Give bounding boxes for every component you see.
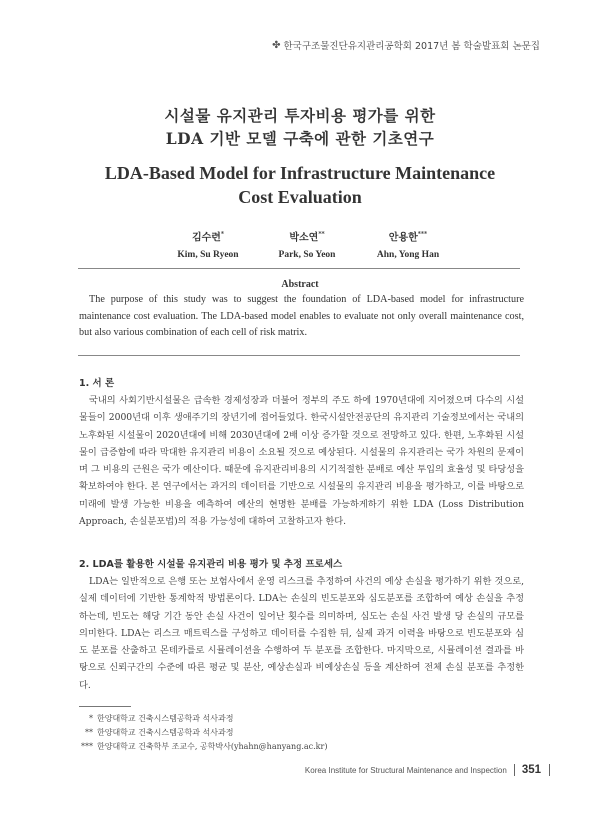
abstract-top-rule — [78, 268, 520, 269]
author-2 — [252, 228, 362, 262]
author-3-name-ko: 안용한 — [388, 232, 418, 244]
abstract-bottom-rule — [78, 355, 520, 356]
author-2-mark: ** — [318, 231, 325, 238]
author-2-name-ko: 박소연 — [289, 232, 319, 244]
author-3 — [353, 228, 463, 262]
footnote-3 — [79, 740, 327, 754]
author-1-mark: * — [220, 231, 225, 238]
page-footer — [305, 764, 550, 776]
footnote-3-text: 한양대학교 건축학부 조교수, 공학박사(yhahn@hanyang.ac.kr) — [97, 742, 328, 751]
footnote-1 — [79, 712, 327, 726]
author-1-name-ko: 김수련 — [191, 232, 221, 244]
page-number: 351 — [521, 764, 541, 776]
english-title-line-2: Cost Evaluation — [238, 187, 362, 207]
footnote-2-text: 한양대학교 건축시스템공학과 석사과정 — [97, 728, 234, 737]
footnote-2-mark: ** — [85, 728, 93, 737]
clover-icon: ✤ — [272, 39, 281, 51]
korean-title-line-2: LDA 기반 모델 구축에 관한 기초연구 — [165, 129, 435, 148]
running-header — [272, 38, 540, 52]
footer-organization: Korea Institute for Structural Maintenance and Inspection — [304, 765, 507, 775]
korean-title-line-1: 시설물 유지관리 투자비용 평가를 위한 — [164, 106, 436, 125]
korean-title — [0, 104, 600, 150]
running-header-text: 한국구조물진단유지관리공학회 2017년 봄 학술발표회 논문집 — [283, 41, 540, 52]
section-2-body: LDA는 일반적으로 은행 또는 보험사에서 운영 리스크를 추정하여 사건의 예상 손실을 평가하기 위한 것으로, 실제 데이터에 기반한 통계학적 방법론이다. LDA는 손실의 빈도분포와 심도분포를 조합하여 예상 손실을 추정하는데, 빈도는 해당 기간 동안 손실 사건이 일어난 횟수를 의미하며, 심도는 손실 사건 발생 당 손실의 규모를 의미한다. LDA는 리스크 매트릭스를 구성하고 데이터를 수집한 뒤, 실제 과거 이력을 바탕으로 빈도분포와 심도 분포를 산출하고 몬테카를로 시뮬레이션을 수행하여 두 분포를 조합한다. 마지막으로, 시뮬레이션 결과를 바탕으로 신뢰구간의 수준에 따른 평균 및 분산, 예상손실과 비예상손실 등을 계산하여 전체 손실 분포를 추정한다. — [79, 576, 524, 691]
english-title-line-1: LDA-Based Model for Infrastructure Maintenance — [104, 163, 496, 183]
abstract-heading: Abstract — [281, 279, 319, 290]
author-3-mark: *** — [417, 231, 428, 238]
english-title — [0, 161, 600, 209]
author-3-name-en: Ahn, Yong Han — [376, 250, 440, 261]
section-1-body: 국내의 사회기반시설물은 급속한 경제성장과 더불어 정부의 주도 하에 1970년대에 지어졌으며 다수의 시설물들이 2000년대 이후 생애주기의 장년기에 접어들었다. 한국시설안전공단의 유지관리 기술정보에서는 국내의 노후화된 시설물이 2020년대에 비해 2030년대에 2배 이상 증가할 것으로 전망하고 있다. 한편, 노후화된 시설물이 급증함에 따라 막대한 유지관리 비용이 소요될 것으로 예상된다. 시설물의 유지관리는 국가 차원의 문제이며 그 비용의 근원은 국가 예산이다. 때문에 유지관리비용의 시기적절한 분배로 예산 투입의 효율성 및 타당성을 확보하여야 한다. 본 연구에서는 과거의 데이터를 기반으로 시설물의 유지관리 비용을 평가하고, 이를 바탕으로 미래에 발생 가능한 비용을 예측하여 예산의 현명한 분배를 가능하게하기 위한 LDA (Loss Distribution Approach, 손실분포법)의 적용 가능성에 대하여 고찰하고자 한다. — [79, 395, 524, 528]
footnote-rule — [79, 706, 131, 707]
section-2-title: 2. LDA를 활용한 시설물 유지관리 비용 평가 및 추정 프로세스 — [79, 559, 343, 570]
footnote-2 — [79, 726, 327, 740]
footer-divider — [514, 764, 515, 776]
footer-end-bar — [549, 764, 550, 776]
footnote-3-mark: *** — [81, 742, 93, 751]
author-1 — [158, 228, 258, 262]
footnotes — [79, 712, 327, 754]
author-1-name-en: Kim, Su Ryeon — [177, 250, 239, 261]
abstract-text: The purpose of this study was to suggest the foundation of LDA-based model for infrastructure maintenance cost evaluation. The LDA-based model enables to evaluate not only overall maintenance cost, but also various combination of each cell of risk matrix. — [79, 294, 524, 338]
footnote-1-text: 한양대학교 건축시스템공학과 석사과정 — [97, 714, 234, 723]
footnote-1-mark: * — [89, 714, 93, 723]
section-1-title: 1. 서 론 — [79, 378, 115, 389]
author-2-name-en: Park, So Yeon — [278, 250, 336, 261]
